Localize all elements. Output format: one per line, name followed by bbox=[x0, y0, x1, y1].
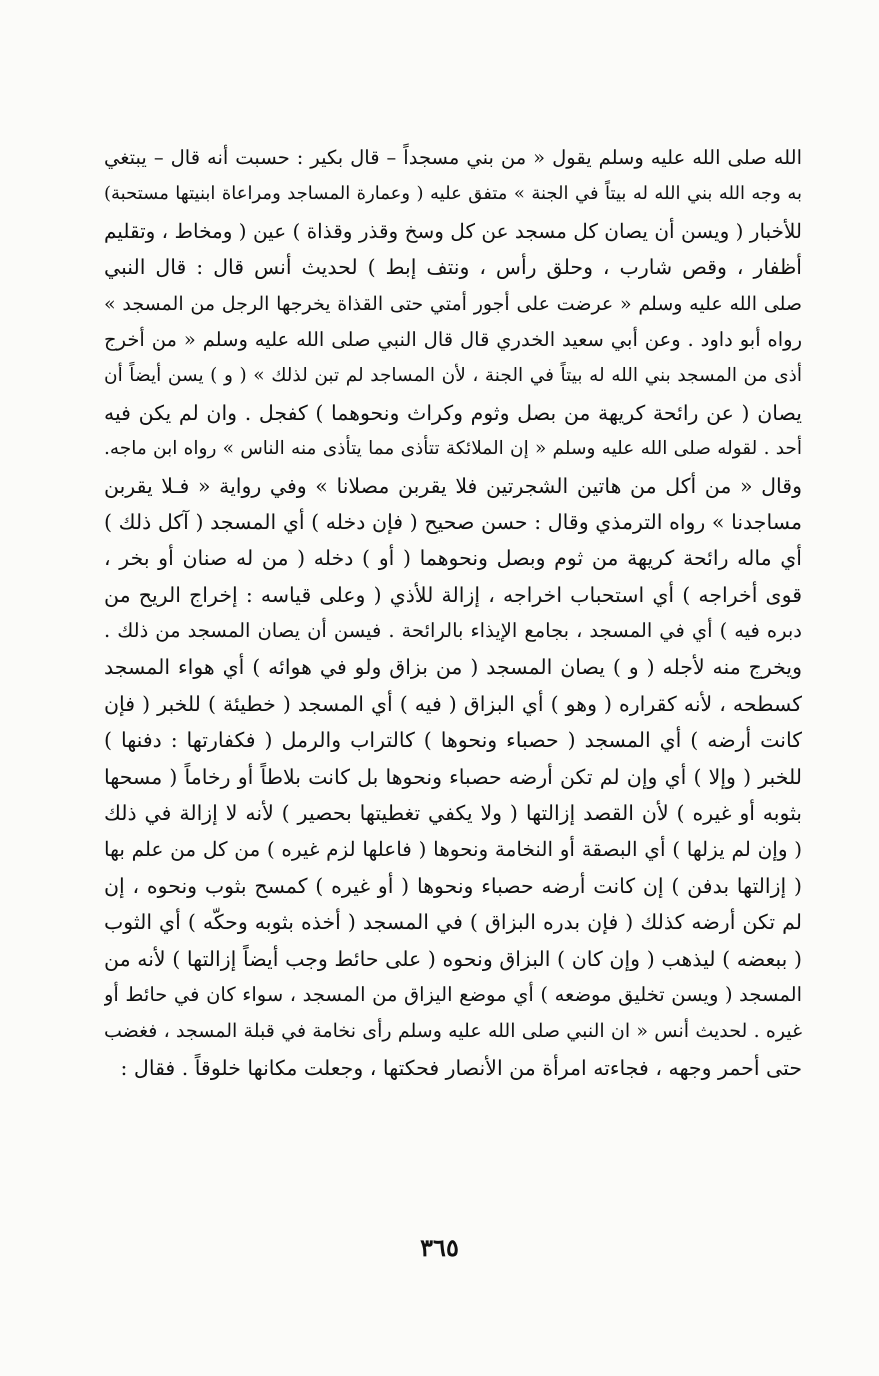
text-line: أي ماله رائحة كريهة من ثوم وبصل ونحوهما ( أو ) دخله ( من له صنان أو بخر ، bbox=[104, 546, 802, 571]
text-line: ( وإن لم يزلها ) أي البصقة أو النخامة ونحوها ( فاعلها لزم غيره ) من كل من علم بها bbox=[104, 837, 802, 862]
text-line: الله صلى الله عليه وسلم يقول « من بني مسجداً – قال بكير : حسبت أنه قال – يبتغي bbox=[104, 146, 802, 169]
text-line: ( إزالتها بدفن ) إن كانت أرضه حصباء ونحوها ( أو غيره ) كمسح بثوب ونحوه ، إن bbox=[104, 873, 802, 898]
text-line: المسجد ( ويسن تخليق موضعه ) أي موضع اليزاق من المسجد ، سواء كان في حائط أو bbox=[104, 982, 802, 1006]
text-line: للخبر ( وإلا ) أي وإن لم تكن أرضه حصباء ونحوها بل كانت بلاطاً أو رخاماً ( مسحها bbox=[104, 764, 802, 789]
text-line: لم تكن أرضه كذلك ( فإن بدره البزاق ) في المسجد ( أخذه بثوبه وحكّه ) أي الثوب bbox=[104, 910, 802, 935]
page-number: ٣٦٥ bbox=[420, 1233, 459, 1262]
text-line: للأخبار ( ويسن أن يصان كل مسجد عن كل وسخ وقذر وقذاة ) عين ( ومخاط ، وتقليم bbox=[104, 218, 802, 243]
text-line: ويخرج منه لأجله ( و ) يصان المسجد ( من بزاق ولو في هوائه ) أي هواء المسجد bbox=[104, 655, 802, 680]
text-line: غيره . لحديث أنس « ان النبي صلى الله عليه وسلم رأى نخامة في قبلة المسجد ، فغضب bbox=[104, 1020, 802, 1043]
text-line: يصان ( عن رائحة كريهة من بصل وثوم وكراث ونحوهما ) كفجل . وان لم يكن فيه bbox=[104, 400, 802, 425]
text-line: صلى الله عليه وسلم « عرضت على أجور أمتي حتى القذاة يخرجها الرجل من المسجد » bbox=[104, 292, 802, 315]
text-line: به وجه الله بني الله له بيتاً في الجنة » متفق عليه ( وعمارة المساجد ومراعاة ابنيتها مستحبة) bbox=[104, 183, 802, 205]
text-line: رواه أبو داود . وعن أبي سعيد الخدري قال قال النبي صلى الله عليه وسلم « من أخرج bbox=[104, 327, 802, 351]
text-line: مساجدنا » رواه الترمذي وقال : حسن صحيح ( فإن دخله ) أي المسجد ( آكل ذلك ) bbox=[104, 509, 802, 534]
text-line: قوى أخراجه ) أي استحباب اخراجه ، إزالة للأذي ( وعلى قياسه : إخراج الريح من bbox=[104, 582, 802, 607]
text-line: حتى أحمر وجهه ، فجاءته امرأة من الأنصار فحكتها ، وجعلت مكانها خلوقاً . فقال : bbox=[120, 1055, 802, 1080]
text-line: وقال « من أكل من هاتين الشجرتين فلا يقربن مصلانا » وفي رواية « فـلا يقربن bbox=[104, 473, 802, 498]
text-line: ( ببعضه ) ليذهب ( وإن كان ) البزاق ونحوه ( على حائط وجب أيضاً إزالتها ) لأنه من bbox=[104, 946, 802, 971]
text-line: أظفار ، وقص شارب ، وحلق رأس ، ونتف إبط ) لحديث أنس قال : قال النبي bbox=[104, 255, 802, 280]
text-line: كانت أرضه ) أي المسجد ( حصباء ونحوها ) كالتراب والرمل ( فكفارتها : دفنها ) bbox=[104, 728, 802, 753]
body-text bbox=[104, 140, 802, 1086]
text-line: بثوبه أو غيره ) لأن القصد إزالتها ( ولا يكفي تغطيتها بحصير ) لأنه لا إزالة في ذلك bbox=[104, 801, 802, 826]
text-line: كسطحه ، لأنه كقراره ( وهو ) أي البزاق ( فيه ) أي المسجد ( خطيئة ) للخبر ( فإن bbox=[104, 691, 802, 716]
text-line: أحد . لقوله صلى الله عليه وسلم « إن الملائكة تتأذى مما يتأذى منه الناس » رواه ابن ماجه. bbox=[104, 438, 802, 460]
text-line: دبره فيه ) أي في المسجد ، بجامع الإيذاء بالرائحة . فيسن أن يصان المسجد من ذلك . bbox=[104, 619, 802, 643]
text-line: أذى من المسجد بني الله له بيتاً في الجنة ، لأن المساجد لم تبن لذلك » ( و ) يسن أيضاً أن bbox=[104, 365, 802, 387]
